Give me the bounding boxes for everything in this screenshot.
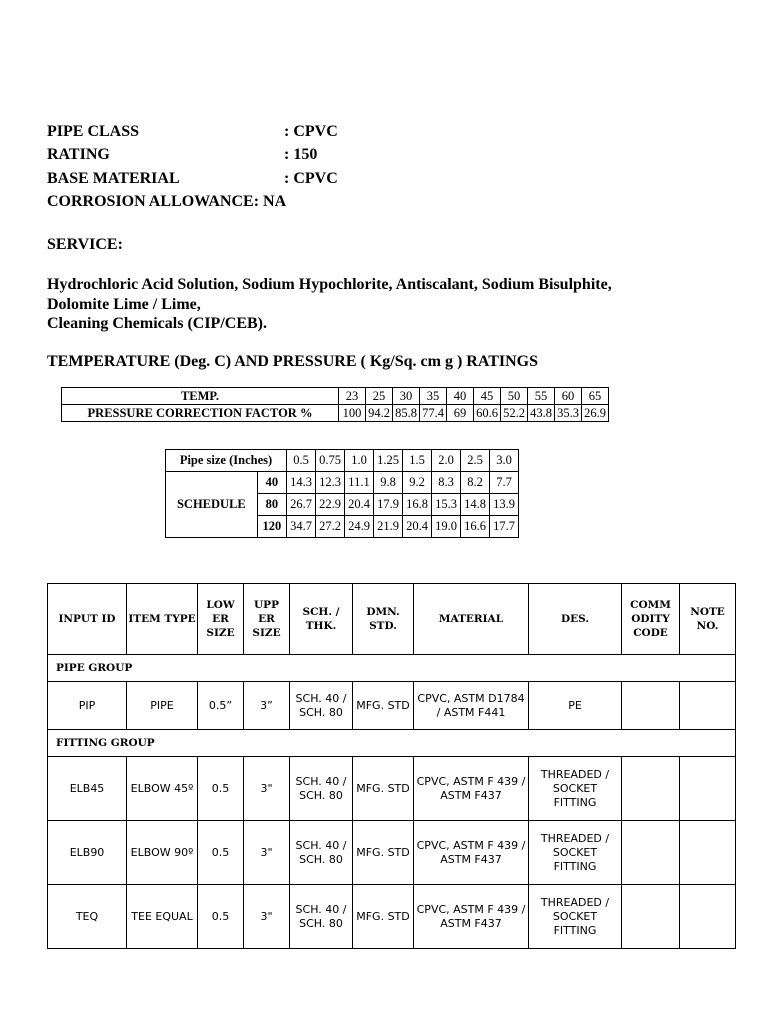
service-text	[47, 275, 747, 334]
sch-cell: SCH. 40 / SCH. 80	[290, 885, 353, 949]
dmn-cell: MFG. STD	[353, 757, 414, 821]
factor-cell: 60.6	[474, 405, 501, 422]
rating-label: RATING	[47, 146, 110, 163]
schedule-cell: 7.7	[490, 472, 519, 494]
temp-cell: 50	[501, 388, 528, 405]
item-type-cell: ELBOW 90º	[127, 821, 198, 885]
size-cell: 1.5	[403, 450, 432, 472]
schedule-cell: 26.7	[287, 494, 316, 516]
factor-cell: 69	[447, 405, 474, 422]
schedule-cell: 22.9	[316, 494, 345, 516]
commodity-cell	[622, 682, 680, 730]
material-cell: CPVC, ASTM F 439 / ASTM F437	[414, 821, 529, 885]
pipe-group-label: PIPE GROUP	[48, 655, 736, 682]
sch-cell: SCH. 40 / SCH. 80	[290, 682, 353, 730]
size-cell: 3.0	[490, 450, 519, 472]
sch-cell: SCH. 40 / SCH. 80	[290, 757, 353, 821]
schedule-cell: 17.7	[490, 516, 519, 538]
input-id-cell: ELB45	[48, 757, 127, 821]
schedule-cell: 11.1	[345, 472, 374, 494]
rating-line	[47, 145, 317, 165]
schedule-table	[165, 449, 519, 538]
header-des: DES.	[529, 584, 622, 655]
factor-cell: 77.4	[420, 405, 447, 422]
schedule-cell: 19.0	[432, 516, 461, 538]
fitting-group-label: FITTING GROUP	[48, 730, 736, 757]
group-row	[48, 730, 736, 757]
schedule-cell: 9.8	[374, 472, 403, 494]
des-cell: THREADED / SOCKET FITTING	[529, 821, 622, 885]
commodity-cell	[622, 821, 680, 885]
schedule-cell: 21.9	[374, 516, 403, 538]
lower-size-cell: 0.5	[198, 821, 244, 885]
schedule-cell: 27.2	[316, 516, 345, 538]
base-material-line	[47, 169, 338, 189]
schedule-row	[166, 472, 519, 494]
item-type-cell: PIPE	[127, 682, 198, 730]
schedule-cell: 34.7	[287, 516, 316, 538]
table-row	[48, 757, 736, 821]
input-id-cell: TEQ	[48, 885, 127, 949]
upper-size-cell: 3"	[244, 821, 290, 885]
size-cell: 2.0	[432, 450, 461, 472]
note-cell	[680, 885, 736, 949]
pipe-class-label: PIPE CLASS	[47, 123, 140, 140]
header-note-no: NOTE NO.	[680, 584, 736, 655]
des-cell: THREADED / SOCKET FITTING	[529, 757, 622, 821]
header-commodity-code: COMM ODITY CODE	[622, 584, 680, 655]
upper-size-cell: 3”	[244, 682, 290, 730]
table-row	[48, 682, 736, 730]
temperature-table	[61, 387, 609, 422]
temp-cell: 23	[339, 388, 366, 405]
pipe-class-value: : CPVC	[284, 123, 338, 140]
input-id-cell: ELB90	[48, 821, 127, 885]
size-cell: 1.0	[345, 450, 374, 472]
size-row	[166, 450, 519, 472]
schedule-cell: 24.9	[345, 516, 374, 538]
table-row	[48, 885, 736, 949]
temp-cell: 25	[366, 388, 393, 405]
ratings-title: TEMPERATURE (Deg. C) AND PRESSURE ( Kg/Sq. cm g ) RATINGS	[47, 353, 538, 370]
dmn-cell: MFG. STD	[353, 885, 414, 949]
factor-cell: 85.8	[393, 405, 420, 422]
lower-size-cell: 0.5”	[198, 682, 244, 730]
factor-cell: 35.3	[555, 405, 582, 422]
header-dmn-std: DMN. STD.	[353, 584, 414, 655]
material-cell: CPVC, ASTM F 439 / ASTM F437	[414, 757, 529, 821]
temp-row	[62, 388, 609, 405]
size-cell: 0.5	[287, 450, 316, 472]
factor-label: PRESSURE CORRECTION FACTOR %	[62, 405, 339, 422]
upper-size-cell: 3"	[244, 885, 290, 949]
schedule-cell: 20.4	[403, 516, 432, 538]
factor-row	[62, 405, 609, 422]
base-material-value: : CPVC	[284, 170, 338, 187]
schedule-cell: 9.2	[403, 472, 432, 494]
service-line: Cleaning Chemicals (CIP/CEB).	[47, 315, 267, 332]
header-input-id: INPUT ID	[48, 584, 127, 655]
piping-items-table	[47, 583, 736, 949]
size-cell: 0.75	[316, 450, 345, 472]
service-line: Hydrochloric Acid Solution, Sodium Hypochlorite, Antiscalant, Sodium Bisulphite,	[47, 276, 612, 293]
factor-cell: 94.2	[366, 405, 393, 422]
rating-value: : 150	[284, 146, 318, 163]
schedule-label: SCHEDULE	[166, 472, 258, 538]
header-row	[48, 584, 736, 655]
item-type-cell: TEE EQUAL	[127, 885, 198, 949]
temp-cell: 40	[447, 388, 474, 405]
lower-size-cell: 0.5	[198, 885, 244, 949]
size-cell: 1.25	[374, 450, 403, 472]
base-material-label: BASE MATERIAL	[47, 170, 180, 187]
table-row	[48, 821, 736, 885]
temp-cell: 35	[420, 388, 447, 405]
schedule-cell: 13.9	[490, 494, 519, 516]
material-cell: CPVC, ASTM F 439 / ASTM F437	[414, 885, 529, 949]
schedule-number: 40	[257, 472, 286, 494]
corrosion-allowance: CORROSION ALLOWANCE: NA	[47, 193, 287, 210]
header-lower-size: LOW ER SIZE	[198, 584, 244, 655]
note-cell	[680, 821, 736, 885]
header-sch-thk: SCH. / THK.	[290, 584, 353, 655]
dmn-cell: MFG. STD	[353, 682, 414, 730]
item-type-cell: ELBOW 45º	[127, 757, 198, 821]
schedule-cell: 14.8	[461, 494, 490, 516]
schedule-number: 120	[257, 516, 286, 538]
note-cell	[680, 682, 736, 730]
service-line: Dolomite Lime / Lime,	[47, 295, 201, 313]
header-item-type: ITEM TYPE	[127, 584, 198, 655]
input-id-cell: PIP	[48, 682, 127, 730]
service-title: SERVICE:	[47, 236, 123, 253]
note-cell	[680, 757, 736, 821]
schedule-cell: 12.3	[316, 472, 345, 494]
commodity-cell	[622, 885, 680, 949]
schedule-cell: 15.3	[432, 494, 461, 516]
size-label: Pipe size (Inches)	[166, 450, 287, 472]
size-cell: 2.5	[461, 450, 490, 472]
schedule-cell: 8.3	[432, 472, 461, 494]
schedule-cell: 14.3	[287, 472, 316, 494]
factor-cell: 52.2	[501, 405, 528, 422]
upper-size-cell: 3"	[244, 757, 290, 821]
des-cell: PE	[529, 682, 622, 730]
lower-size-cell: 0.5	[198, 757, 244, 821]
material-cell: CPVC, ASTM D1784 / ASTM F441	[414, 682, 529, 730]
factor-cell: 43.8	[528, 405, 555, 422]
temp-cell: 45	[474, 388, 501, 405]
schedule-cell: 8.2	[461, 472, 490, 494]
pipe-class-line	[47, 122, 338, 142]
temp-cell: 65	[582, 388, 609, 405]
factor-cell: 100	[339, 405, 366, 422]
schedule-cell: 17.9	[374, 494, 403, 516]
group-row	[48, 655, 736, 682]
header-material: MATERIAL	[414, 584, 529, 655]
commodity-cell	[622, 757, 680, 821]
temp-cell: 60	[555, 388, 582, 405]
schedule-number: 80	[257, 494, 286, 516]
schedule-cell: 16.8	[403, 494, 432, 516]
schedule-cell: 20.4	[345, 494, 374, 516]
temp-cell: 55	[528, 388, 555, 405]
temp-cell: 30	[393, 388, 420, 405]
temp-label: TEMP.	[62, 388, 339, 405]
des-cell: THREADED / SOCKET FITTING	[529, 885, 622, 949]
header-upper-size: UPP ER SIZE	[244, 584, 290, 655]
factor-cell: 26.9	[582, 405, 609, 422]
sch-cell: SCH. 40 / SCH. 80	[290, 821, 353, 885]
schedule-cell: 16.6	[461, 516, 490, 538]
dmn-cell: MFG. STD	[353, 821, 414, 885]
